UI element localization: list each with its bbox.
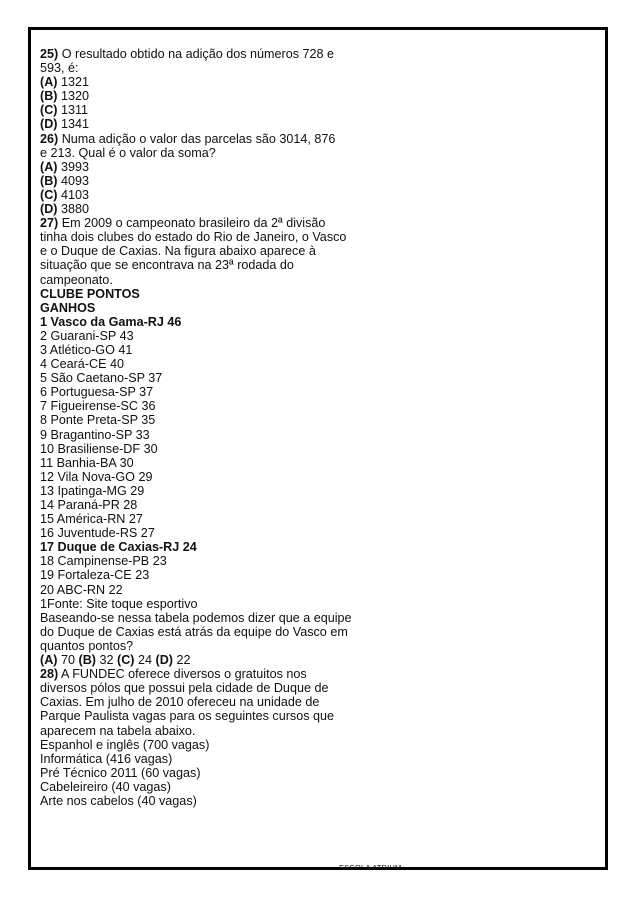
q26-option-c bbox=[40, 188, 400, 202]
course-item: Arte nos cabelos (40 vagas) bbox=[40, 793, 197, 808]
option-letter: (B) bbox=[40, 89, 58, 104]
option-letter: (C) bbox=[117, 653, 135, 668]
table-row: 12 Vila Nova-GO 29 bbox=[40, 469, 153, 484]
course-item: Espanhol e inglês (700 vagas) bbox=[40, 737, 210, 752]
course-item: Pré Técnico 2011 (60 vagas) bbox=[40, 765, 201, 780]
course-item: Informática (416 vagas) bbox=[40, 751, 173, 766]
q25-number: 25) bbox=[40, 47, 59, 61]
q28-text-4: Parque Paulista vagas para os seguintes cursos que bbox=[40, 709, 335, 724]
q25-text-1: O resultado obtido na adição dos números 728 e bbox=[58, 47, 335, 61]
q27-text-5: campeonato. bbox=[40, 272, 113, 287]
q26-text-1: Numa adição o valor das parcelas são 3014, 876 bbox=[58, 131, 336, 146]
q25-option-c bbox=[40, 103, 400, 117]
q26-option-b bbox=[40, 174, 400, 188]
q28-line-1 bbox=[40, 667, 400, 681]
table-row: 2 Guarani-SP 43 bbox=[40, 328, 134, 343]
option-value: 1320 bbox=[57, 89, 89, 104]
q27-question-2: do Duque de Caxias está atrás da equipe do Vasco em bbox=[40, 624, 348, 639]
q26-option-d bbox=[40, 202, 400, 216]
q28-text-2: diversos pólos que possui pela cidade de Duque de bbox=[40, 681, 329, 696]
table-row: 5 São Caetano-SP 37 bbox=[40, 371, 163, 386]
q28-text-5: aparecem na tabela abaixo. bbox=[40, 723, 196, 738]
q25-option-d bbox=[40, 117, 400, 131]
table-row: 11 Banhia-BA 30 bbox=[40, 455, 134, 470]
table-row: 7 Figueirense-SC 36 bbox=[40, 399, 156, 414]
table-row: 6 Portuguesa-SP 37 bbox=[40, 385, 154, 400]
q25-option-b bbox=[40, 89, 400, 103]
option-value: 70 bbox=[57, 653, 79, 668]
option-value: 3880 bbox=[57, 202, 89, 217]
course-item: Cabeleireiro (40 vagas) bbox=[40, 779, 171, 794]
option-letter: (D) bbox=[40, 117, 58, 132]
question-25 bbox=[40, 47, 400, 132]
table-row: 4 Ceará-CE 40 bbox=[40, 357, 124, 372]
option-letter: (B) bbox=[78, 653, 96, 668]
q25-line-1 bbox=[40, 47, 400, 61]
standings-table bbox=[40, 287, 400, 597]
option-value: 1311 bbox=[57, 103, 89, 118]
table-row: 19 Fortaleza-CE 23 bbox=[40, 568, 150, 583]
q28-number: 28) bbox=[40, 667, 59, 682]
option-letter: (A) bbox=[40, 75, 58, 90]
q27-text-3: e o Duque de Caxias. Na figura abaixo aparece à bbox=[40, 244, 316, 259]
question-28 bbox=[40, 667, 400, 808]
table-row: 13 Ipatinga-MG 29 bbox=[40, 483, 145, 498]
q28-text-1: A FUNDEC oferece diversos o gratuitos nos bbox=[58, 667, 307, 682]
table-row: 15 América-RN 27 bbox=[40, 512, 143, 527]
q27-number: 27) bbox=[40, 216, 59, 231]
table-row: 16 Juventude-RS 27 bbox=[40, 526, 155, 541]
option-letter: (B) bbox=[40, 173, 58, 188]
q27-options bbox=[40, 653, 400, 667]
table-row: 18 Campinense-PB 23 bbox=[40, 554, 167, 569]
option-value: 32 bbox=[95, 653, 117, 668]
q28-text-3: Caxias. Em julho de 2010 ofereceu na unidade de bbox=[40, 695, 320, 710]
question-27 bbox=[40, 216, 400, 667]
option-value: 1341 bbox=[57, 117, 89, 132]
q27-line-1 bbox=[40, 216, 400, 230]
q26-number: 26) bbox=[40, 131, 59, 146]
table-row: 1 Vasco da Gama-RJ 46 bbox=[40, 314, 182, 329]
table-row: 8 Ponte Preta-SP 35 bbox=[40, 413, 156, 428]
option-letter: (A) bbox=[40, 159, 58, 174]
option-value: 22 bbox=[172, 653, 191, 668]
option-letter: (D) bbox=[155, 653, 173, 668]
table-row: 14 Paraná-PR 28 bbox=[40, 498, 138, 512]
table-header-1: CLUBE PONTOS bbox=[40, 286, 140, 301]
table-row: 3 Atlético-GO 41 bbox=[40, 342, 133, 357]
option-letter: (D) bbox=[40, 202, 58, 217]
option-letter: (C) bbox=[40, 187, 58, 202]
option-value: 3993 bbox=[57, 159, 89, 174]
option-letter: (C) bbox=[40, 103, 58, 118]
q27-text-4: situação que se encontrava na 23ª rodada do bbox=[40, 258, 294, 273]
table-row: 20 ABC-RN 22 bbox=[40, 582, 123, 597]
q27-text-1: Em 2009 o campeonato brasileiro da 2ª divisão bbox=[58, 216, 326, 231]
table-header-2: GANHOS bbox=[40, 300, 96, 315]
footer-school-name: ESCOLA ATRIUM bbox=[339, 863, 402, 872]
q25-option-a bbox=[40, 75, 400, 89]
option-value: 24 bbox=[134, 653, 156, 668]
q27-text-2: tinha dois clubes do estado do Rio de Janeiro, o Vasco bbox=[40, 230, 347, 245]
table-row: 17 Duque de Caxias-RJ 24 bbox=[40, 540, 197, 555]
table-row: 9 Bragantino-SP 33 bbox=[40, 427, 150, 442]
q27-source: 1Fonte: Site toque esportivo bbox=[40, 596, 198, 611]
q26-option-a bbox=[40, 160, 400, 174]
q27-question-3: quantos pontos? bbox=[40, 638, 134, 653]
question-26 bbox=[40, 132, 400, 217]
option-letter: (A) bbox=[40, 653, 58, 668]
option-value: 4103 bbox=[57, 187, 89, 202]
page-frame bbox=[28, 27, 608, 870]
option-value: 1321 bbox=[57, 75, 89, 90]
document-body bbox=[40, 47, 400, 808]
option-value: 4093 bbox=[57, 173, 89, 188]
table-row: 10 Brasiliense-DF 30 bbox=[40, 441, 158, 456]
q27-question-1: Baseando-se nessa tabela podemos dizer que a equipe bbox=[40, 610, 352, 625]
q25-text-2: 593, é: bbox=[40, 61, 79, 76]
q26-text-2: e 213. Qual é o valor da soma? bbox=[40, 145, 216, 160]
q26-line-1 bbox=[40, 132, 400, 146]
